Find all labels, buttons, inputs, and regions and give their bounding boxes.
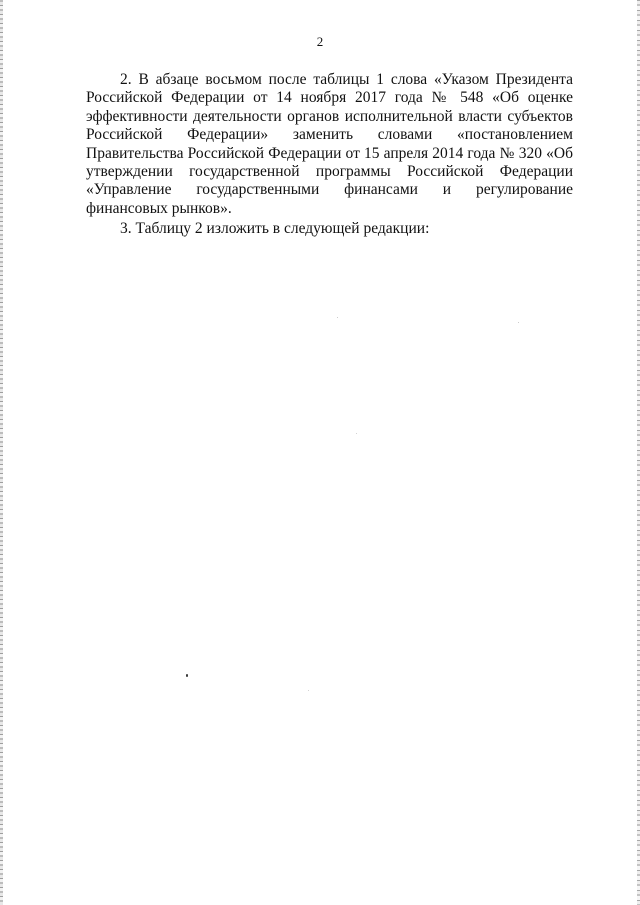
paragraph-3: 3. Таблицу 2 изложить в следующей редакции: <box>120 220 430 238</box>
scan-speck <box>186 674 188 677</box>
scan-edge-left <box>0 0 3 905</box>
scan-speck <box>356 433 357 434</box>
scan-speck <box>308 690 309 691</box>
scan-speck <box>518 322 519 323</box>
paragraph-2: 2. В абзаце восьмом после таблицы 1 слова «Указом Президента Российской Федерации от 14 ноября 2017 года № 548 «Об оценке эффективности деятельности органов исполнительной власти субъектов Российской Федерации» заменить словами «постановлением Правительства Российской Федерации от 15 апреля 2014 года № 320 «Об утверждении государственной программы Российской Федерации «Управление государственными финансами и регулирование финансовых рынков». <box>86 71 573 217</box>
document-body <box>86 71 573 239</box>
page-number: 2 <box>316 34 324 49</box>
scan-speck <box>337 317 338 318</box>
